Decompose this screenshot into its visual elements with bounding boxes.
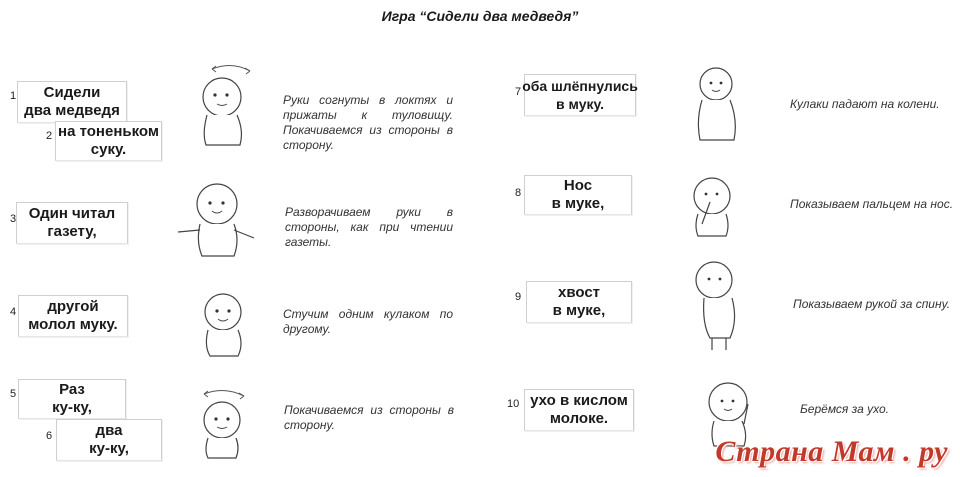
verse-card-5: [18, 379, 126, 419]
verse-line: газету,: [47, 223, 97, 240]
verse-card-4: [18, 295, 128, 337]
verse-line: ку-ку,: [89, 440, 129, 457]
baby-sitting-icon: [690, 64, 742, 144]
verse-card-1: [17, 81, 127, 123]
baby-swaying-icon: [186, 384, 260, 460]
instruction-text: Стучим одним кулаком по другому.: [283, 307, 453, 336]
item-number-5: 5: [10, 388, 17, 400]
item-number-6: 6: [46, 430, 53, 442]
verse-line: суку.: [90, 141, 127, 158]
verse-card-2: [55, 121, 162, 161]
instruction-text: Руки согнуты в локтях и прижаты к туловищу. Покачиваемся из стороны в сторону.: [283, 93, 453, 152]
verse-card-6: [56, 419, 162, 461]
item-number-8: 8: [515, 187, 522, 199]
baby-grinding-icon: [196, 290, 250, 358]
verse-line: ку-ку,: [52, 399, 92, 416]
baby-nose-icon: [686, 174, 736, 238]
verse-card-7: [524, 74, 636, 116]
item-number-3: 3: [10, 213, 17, 225]
instruction-text: Берёмся за ухо.: [800, 402, 889, 416]
item-number-2: 2: [46, 130, 53, 142]
verse-line: Нос: [563, 177, 593, 194]
item-number-1: 1: [10, 90, 17, 102]
verse-line: молоке.: [549, 410, 609, 427]
baby-reading-icon: [172, 178, 262, 260]
verse-line: молол муку.: [28, 316, 118, 333]
item-number-7: 7: [515, 86, 522, 98]
verse-card-10: [524, 389, 634, 431]
instruction-text: Кулаки падают на колени.: [790, 97, 940, 111]
verse-line: два: [95, 422, 123, 439]
verse-card-3: [16, 202, 128, 244]
verse-card-9: [526, 281, 632, 323]
instruction-text: Показываем рукой за спину.: [793, 297, 951, 311]
verse-line: Один читал: [28, 205, 116, 222]
page-title: Игра “Сидели два медведя”: [381, 8, 579, 24]
verse-line: ухо в кислом: [530, 392, 628, 409]
watermark-logo: Страна Мам . ру: [715, 435, 948, 468]
item-number-4: 4: [10, 306, 17, 318]
verse-line: на тоненьком: [58, 123, 159, 140]
verse-line: в муке,: [551, 195, 605, 212]
item-number-9: 9: [515, 291, 522, 303]
verse-card-8: [524, 175, 632, 215]
verse-line: два медведя: [24, 102, 120, 119]
verse-line: Раз: [59, 381, 85, 398]
verse-line: в муке,: [552, 302, 606, 319]
verse-line: хвост: [557, 284, 601, 301]
baby-back-icon: [690, 258, 746, 352]
baby-swaying-icon: [182, 55, 262, 147]
verse-line: Сидели: [43, 84, 101, 101]
instruction-text: Показываем пальцем на нос.: [790, 197, 954, 211]
verse-line: оба шлёпнулись: [522, 78, 638, 94]
item-number-10: 10: [507, 398, 520, 410]
verse-line: в муку.: [556, 96, 604, 112]
verse-line: другой: [47, 298, 99, 315]
instruction-text: Покачиваемся из стороны в сторону.: [284, 403, 454, 432]
instruction-text: Разворачиваем руки в стороны, как при чтении газеты.: [285, 205, 453, 249]
